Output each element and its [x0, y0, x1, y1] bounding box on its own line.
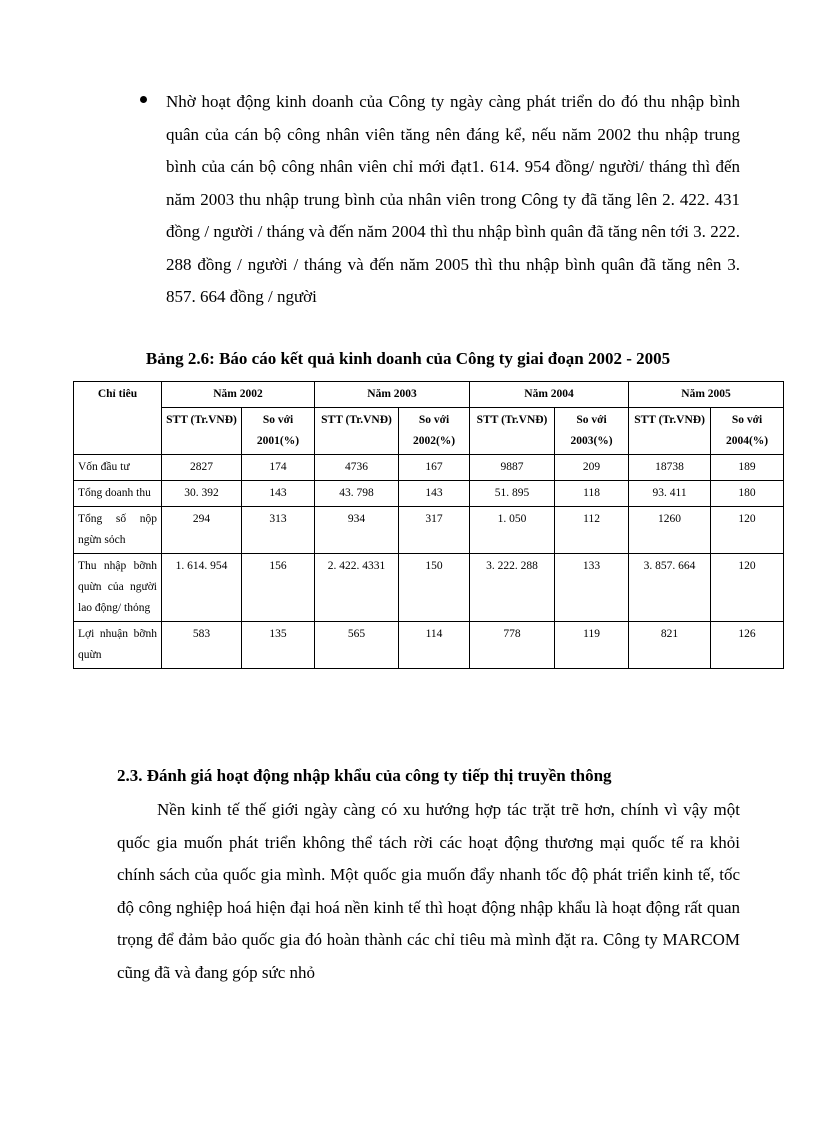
- header-compare-2003: So với 2002(%): [399, 408, 470, 455]
- table-cell: 1. 614. 954: [162, 554, 242, 622]
- table-cell: 112: [555, 507, 629, 554]
- header-stt-2004: STT (Tr.VNĐ): [470, 408, 555, 455]
- header-indicator: Chỉ tiêu: [74, 382, 162, 455]
- table-cell: 156: [242, 554, 315, 622]
- table-cell: 150: [399, 554, 470, 622]
- table-title: Bảng 2.6: Báo cáo kết quả kinh doanh của Công ty giai đoạn 2002 - 2005: [145, 349, 671, 368]
- header-compare-2005: So với 2004(%): [711, 408, 784, 455]
- table-row: [74, 507, 784, 554]
- table-cell: 209: [555, 455, 629, 481]
- table-cell: 119: [555, 622, 629, 669]
- table-row: [74, 455, 784, 481]
- row-label: Vốn đầu tư: [74, 455, 162, 481]
- table-cell: 174: [242, 455, 315, 481]
- header-compare-2004: So với 2003(%): [555, 408, 629, 455]
- table-cell: 313: [242, 507, 315, 554]
- header-stt-2005: STT (Tr.VNĐ): [629, 408, 711, 455]
- table-cell: 2827: [162, 455, 242, 481]
- table-row: [74, 554, 784, 622]
- table-cell: 9887: [470, 455, 555, 481]
- header-stt-2003: STT (Tr.VNĐ): [315, 408, 399, 455]
- row-label: Tổng số nộp ngừn sỏch: [74, 507, 162, 554]
- table-cell: 778: [470, 622, 555, 669]
- table-cell: 180: [711, 481, 784, 507]
- table-cell: 189: [711, 455, 784, 481]
- table-cell: 133: [555, 554, 629, 622]
- row-label: Thu nhập bỡnh quừn của người lao động/ thỏng: [74, 554, 162, 622]
- section-body-paragraph: Nền kinh tế thế giới ngày càng có xu hướng hợp tác trặt trẽ hơn, chính vì vậy một quốc gia muốn phát triển không thể tách rời các hoạt động thương mại quốc tế ra khỏi chính sách của quốc gia mình. Một quốc gia muốn đẩy nhanh tốc độ phát triển kinh tế, tốc độ công nghiệp hoá hiện đại hoá nền kinh tế thì hoạt động nhập khẩu là hoạt động rất quan trọng để đảm bảo quốc gia đó hoàn thành các chỉ tiêu mà mình đặt ra. Công ty MARCOM cũng đã và đang góp sức nhỏ: [117, 800, 740, 982]
- table-row: [74, 481, 784, 507]
- table-cell: 294: [162, 507, 242, 554]
- table-cell: 317: [399, 507, 470, 554]
- table-cell: 114: [399, 622, 470, 669]
- bullet-icon: [140, 96, 147, 103]
- table-cell: 583: [162, 622, 242, 669]
- header-year-2002: Năm 2002: [162, 382, 315, 408]
- bullet-text: Nhờ hoạt động kinh doanh của Công ty ngày càng phát triển do đó thu nhập bình quân của cán bộ công nhân viên tăng nên đáng kể, nếu năm 2002 thu nhập trung bình của cán bộ công nhân viên chỉ mới đạt1. 614. 954 đồng/ người/ tháng thì đến năm 2003 thu nhập trung bình của nhân viên trong Công ty đã tăng lên 2. 422. 431 đồng / người / tháng và đến năm 2004 thì thu nhập bình quân đã tăng nên tới 3. 222. 288 đồng / người / tháng và đến năm 2005 thì thu nhập bình quân đã tăng nên 3. 857. 664 đồng / người: [166, 92, 740, 306]
- table-cell: 3. 857. 664: [629, 554, 711, 622]
- table-cell: 18738: [629, 455, 711, 481]
- table-cell: 126: [711, 622, 784, 669]
- table-cell: 143: [399, 481, 470, 507]
- table-cell: 565: [315, 622, 399, 669]
- table-cell: 2. 422. 4331: [315, 554, 399, 622]
- table-cell: 1260: [629, 507, 711, 554]
- business-results-table: [73, 381, 784, 669]
- table-cell: 120: [711, 554, 784, 622]
- table-header-row-sub: [74, 408, 784, 455]
- row-label: Lợi nhuận bỡnh quừn: [74, 622, 162, 669]
- header-stt-2002: STT (Tr.VNĐ): [162, 408, 242, 455]
- table-cell: 167: [399, 455, 470, 481]
- table-cell: 118: [555, 481, 629, 507]
- table-header-row-years: [74, 382, 784, 408]
- header-compare-2002: So với 2001(%): [242, 408, 315, 455]
- table-cell: 51. 895: [470, 481, 555, 507]
- table-cell: 135: [242, 622, 315, 669]
- table-cell: 934: [315, 507, 399, 554]
- table-cell: 30. 392: [162, 481, 242, 507]
- section-heading: 2.3. Đánh giá hoạt động nhập khẩu của công ty tiếp thị truyền thông: [117, 766, 612, 785]
- table-cell: 120: [711, 507, 784, 554]
- table-cell: 93. 411: [629, 481, 711, 507]
- table-cell: 3. 222. 288: [470, 554, 555, 622]
- table-cell: 143: [242, 481, 315, 507]
- header-year-2003: Năm 2003: [315, 382, 470, 408]
- header-year-2004: Năm 2004: [470, 382, 629, 408]
- table-cell: 1. 050: [470, 507, 555, 554]
- table-cell: 43. 798: [315, 481, 399, 507]
- table-row: [74, 622, 784, 669]
- table-cell: 4736: [315, 455, 399, 481]
- income-bullet-paragraph: [140, 86, 740, 314]
- header-year-2005: Năm 2005: [629, 382, 784, 408]
- row-label: Tổng doanh thu: [74, 481, 162, 507]
- table-cell: 821: [629, 622, 711, 669]
